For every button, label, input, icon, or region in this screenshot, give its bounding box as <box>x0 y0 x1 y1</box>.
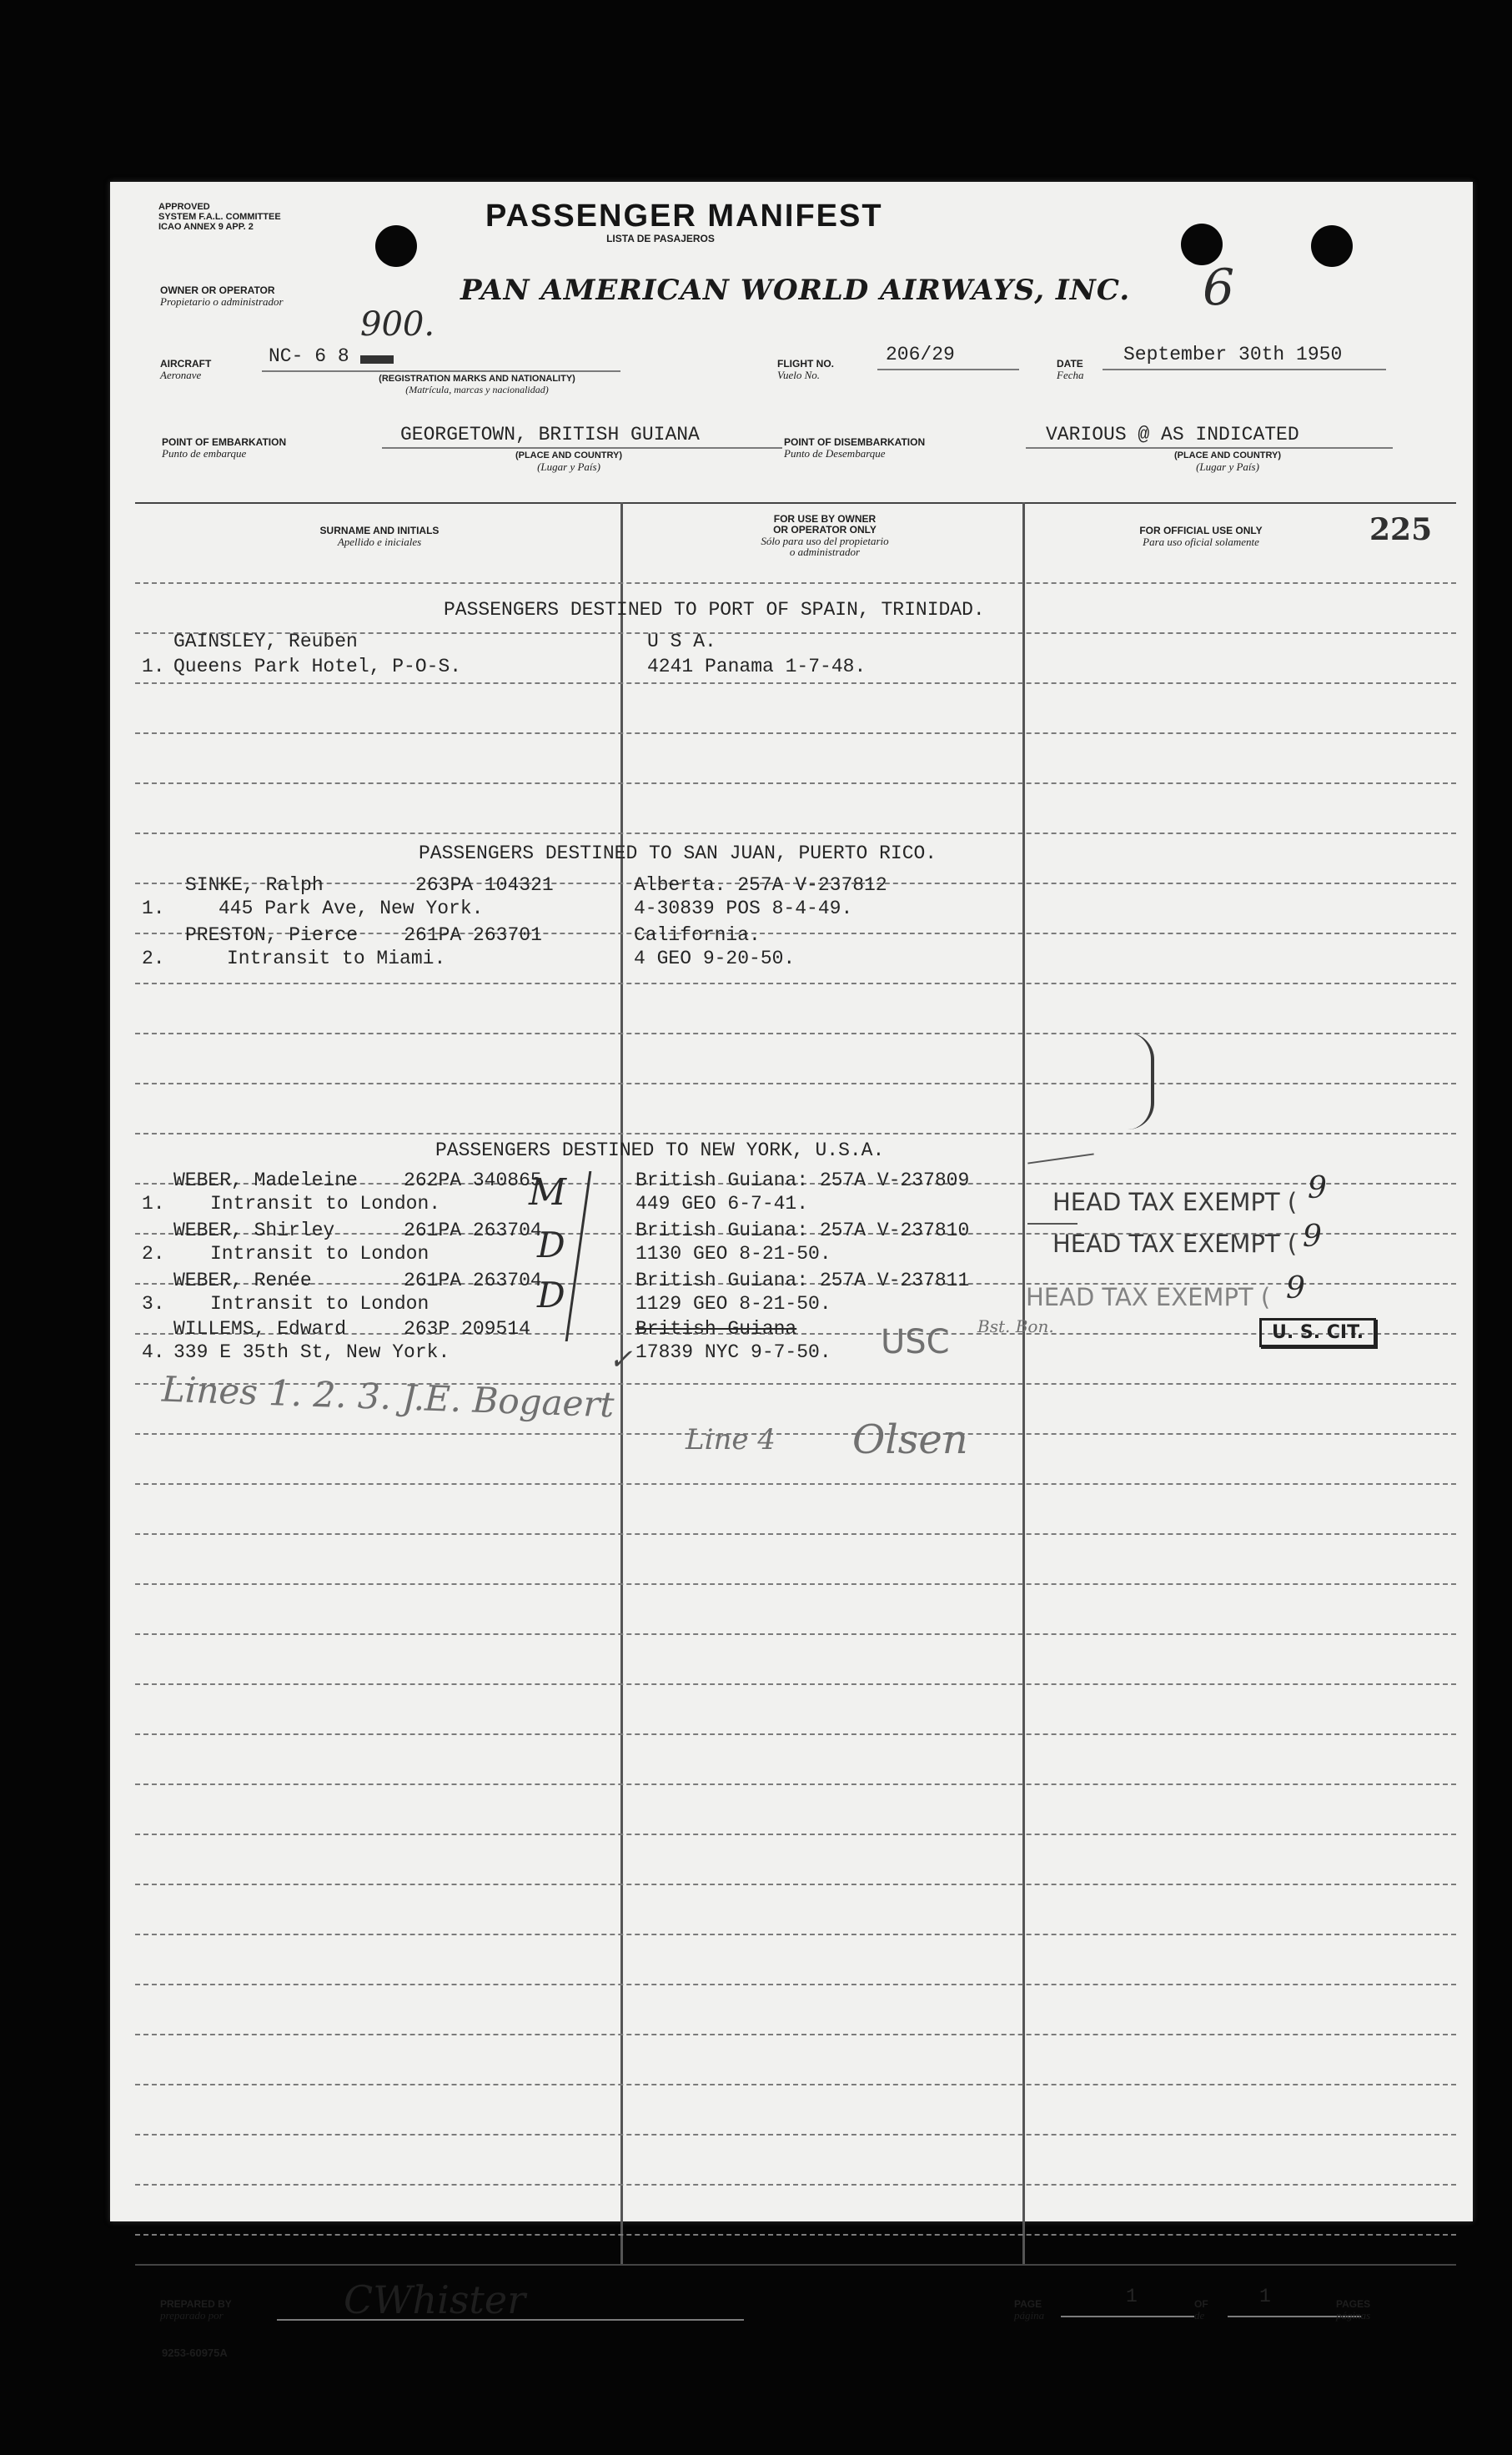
row-number: 1. <box>142 656 165 677</box>
head-tax-stamp: HEAD TAX EXEMPT ( <box>1052 1230 1298 1258</box>
row-surname: WEBER, Renée 261PA 263704 <box>173 1270 542 1291</box>
row-number: 2. <box>142 1243 165 1265</box>
column-header-surname: SURNAME AND INITIALS Apellido e iniciales <box>319 525 440 548</box>
column-header-operator: FOR USE BY OWNER OR OPERATOR ONLY Sólo para uso del propietario o administrador <box>761 513 889 558</box>
page-title <box>485 199 883 244</box>
flight-label: FLIGHT NO. Vuelo No. <box>777 358 834 381</box>
table-top-rule <box>135 502 1456 504</box>
row-operator: British Guiana: 257A V-237810 <box>635 1220 970 1241</box>
aircraft-value: NC- 6 8 <box>269 345 349 367</box>
usc-subnote: Bst. Bon. <box>977 1316 1054 1336</box>
lines-note: Lines 1. 2. 3. J.E. Bogaert <box>161 1368 615 1426</box>
page-label: PAGE página <box>1014 2298 1045 2322</box>
table-bottom-rule <box>135 2264 1456 2266</box>
disembark-value: VARIOUS @ AS INDICATED <box>1046 424 1299 445</box>
row-surname: WEBER, Madeleine 262PA 340865 <box>173 1170 542 1191</box>
row-operator: 4 GEO 9-20-50. <box>634 948 796 969</box>
page-rule <box>1061 2316 1194 2317</box>
owner-label: OWNER OR OPERATOR Propietario o administrador <box>160 284 284 308</box>
manifest-sheet <box>110 182 1473 2359</box>
approval-block <box>158 202 281 232</box>
row-operator: U S A. <box>647 631 716 652</box>
owner-value: PAN AMERICAN WORLD AIRWAYS, INC. <box>460 274 1131 307</box>
date-label: DATE Fecha <box>1057 358 1084 381</box>
section-heading: PASSENGERS DESTINED TO PORT OF SPAIN, TRINIDAD. <box>444 599 985 621</box>
row-surname: Intransit to London <box>210 1243 429 1265</box>
approval-line: SYSTEM F.A.L. COMMITTEE <box>158 212 281 222</box>
preparer-signature: CWhister <box>344 2277 526 2322</box>
section-heading: PASSENGERS DESTINED TO NEW YORK, U.S.A. <box>435 1139 885 1161</box>
aircraft-strike <box>360 355 394 364</box>
pencil-bracket <box>1128 1033 1154 1129</box>
row-operator: Alberta. 257A V-237812 <box>634 874 887 896</box>
row-surname: 339 E 35th St, New York. <box>173 1341 450 1363</box>
row-surname: Queens Park Hotel, P-O-S. <box>173 656 462 677</box>
row-number: 4. <box>142 1341 165 1363</box>
row-operator: California. <box>634 924 761 946</box>
title-subtext: LISTA DE PASAJEROS <box>606 233 715 244</box>
row-surname: Intransit to London. <box>210 1193 441 1215</box>
stamp-mark: 9 <box>1303 1220 1322 1254</box>
prepared-label: PREPARED BY preparado por <box>160 2298 232 2322</box>
pages-label: PAGES páginas <box>1336 2298 1371 2322</box>
of-value: 1 <box>1259 2286 1271 2307</box>
embark-value: GEORGETOWN, BRITISH GUIANA <box>400 424 700 445</box>
usc-note: USC <box>881 1323 950 1361</box>
column-header-official: FOR OFFICIAL USE ONLY Para uso oficial solamente <box>1139 525 1263 548</box>
approval-line: ICAO ANNEX 9 APP. 2 <box>158 222 254 232</box>
section-heading: PASSENGERS DESTINED TO SAN JUAN, PUERTO RICO. <box>419 843 937 864</box>
approval-line: APPROVED <box>158 202 210 212</box>
of-label: OF de <box>1194 2298 1208 2322</box>
row-number: 2. <box>142 948 165 969</box>
row-surname: WILLEMS, Edward 263P 209514 <box>173 1318 530 1340</box>
stamp-leader-line <box>1027 1153 1093 1164</box>
punch-hole <box>1311 225 1353 267</box>
registration-label: (REGISTRATION MARKS AND NATIONALITY) (Matrícula, marcas y nacionalidad) <box>379 374 575 395</box>
row-operator: British Guiana: 257A V-237809 <box>635 1170 970 1191</box>
row-number: 1. <box>142 898 165 919</box>
row-operator: British Guiana: 257A V-237811 <box>635 1270 970 1291</box>
embark-place-label: (PLACE AND COUNTRY) (Lugar y País) <box>515 450 623 473</box>
embark-rule <box>382 447 782 449</box>
row-number: 3. <box>142 1293 165 1315</box>
flight-value: 206/29 <box>886 344 955 365</box>
stamp-leader-line <box>1027 1223 1077 1225</box>
title-text: PASSENGER MANIFEST <box>485 199 883 234</box>
row-operator: 449 GEO 6-7-41. <box>635 1193 809 1215</box>
date-value: September 30th 1950 <box>1123 344 1343 365</box>
page-value: 1 <box>1126 2286 1138 2307</box>
aircraft-label: AIRCRAFT Aeronave <box>160 358 212 381</box>
row-surname: GAINSLEY, Reuben <box>173 631 358 652</box>
us-cit-stamp: U. S. CIT. <box>1259 1318 1376 1347</box>
row-operator: 4241 Panama 1-7-48. <box>647 656 867 677</box>
punch-hole <box>375 225 417 267</box>
row-operator: 4-30839 POS 8-4-49. <box>634 898 853 919</box>
row-number: 1. <box>142 1193 165 1215</box>
disembark-rule <box>1026 447 1393 449</box>
stamp-mark: 9 <box>1308 1171 1327 1205</box>
line4-signature: Olsen <box>852 1416 968 1463</box>
line4-note: Line 4 <box>686 1423 776 1456</box>
disembark-label: POINT OF DISEMBARKATION Punto de Desembarque <box>784 436 926 460</box>
row-surname: SINKE, Ralph 263PA 104321 <box>185 874 554 896</box>
embark-label: POINT OF EMBARKATION Punto de embarque <box>162 436 287 460</box>
row-surname: 445 Park Ave, New York. <box>219 898 484 919</box>
prepared-rule <box>277 2319 744 2321</box>
handwritten-mark-m: M <box>529 1171 567 1214</box>
form-number: 9253-60975A <box>162 2347 228 2359</box>
date-rule <box>1103 369 1386 370</box>
row-operator: 1129 GEO 8-21-50. <box>635 1293 831 1315</box>
sheet-number: 225 <box>1369 512 1433 547</box>
aircraft-handwritten: 900. <box>360 305 435 344</box>
check-mark: ✓ <box>609 1343 633 1376</box>
disembark-place-label: (PLACE AND COUNTRY) (Lugar y País) <box>1173 450 1282 473</box>
head-tax-stamp: HEAD TAX EXEMPT ( <box>1026 1283 1271 1311</box>
row-surname: PRESTON, Pierce 261PA 263701 <box>185 924 542 946</box>
row-surname: WEBER, Shirley 261PA 263704 <box>173 1220 542 1241</box>
corner-mark: 6 <box>1203 259 1235 317</box>
head-tax-stamp: HEAD TAX EXEMPT ( <box>1052 1188 1298 1216</box>
flight-rule <box>877 369 1019 370</box>
row-operator: British Guiana <box>635 1318 797 1340</box>
row-surname: Intransit to Miami. <box>227 948 446 969</box>
handwritten-mark-d: D <box>537 1275 565 1316</box>
row-surname: Intransit to London <box>210 1293 429 1315</box>
bracket-mark <box>565 1171 602 1341</box>
handwritten-mark-d: D <box>537 1225 565 1265</box>
aircraft-rule <box>262 370 620 372</box>
stamp-mark: 9 <box>1286 1271 1305 1305</box>
row-operator: 1130 GEO 8-21-50. <box>635 1243 831 1265</box>
row-operator: 17839 NYC 9-7-50. <box>635 1341 831 1363</box>
